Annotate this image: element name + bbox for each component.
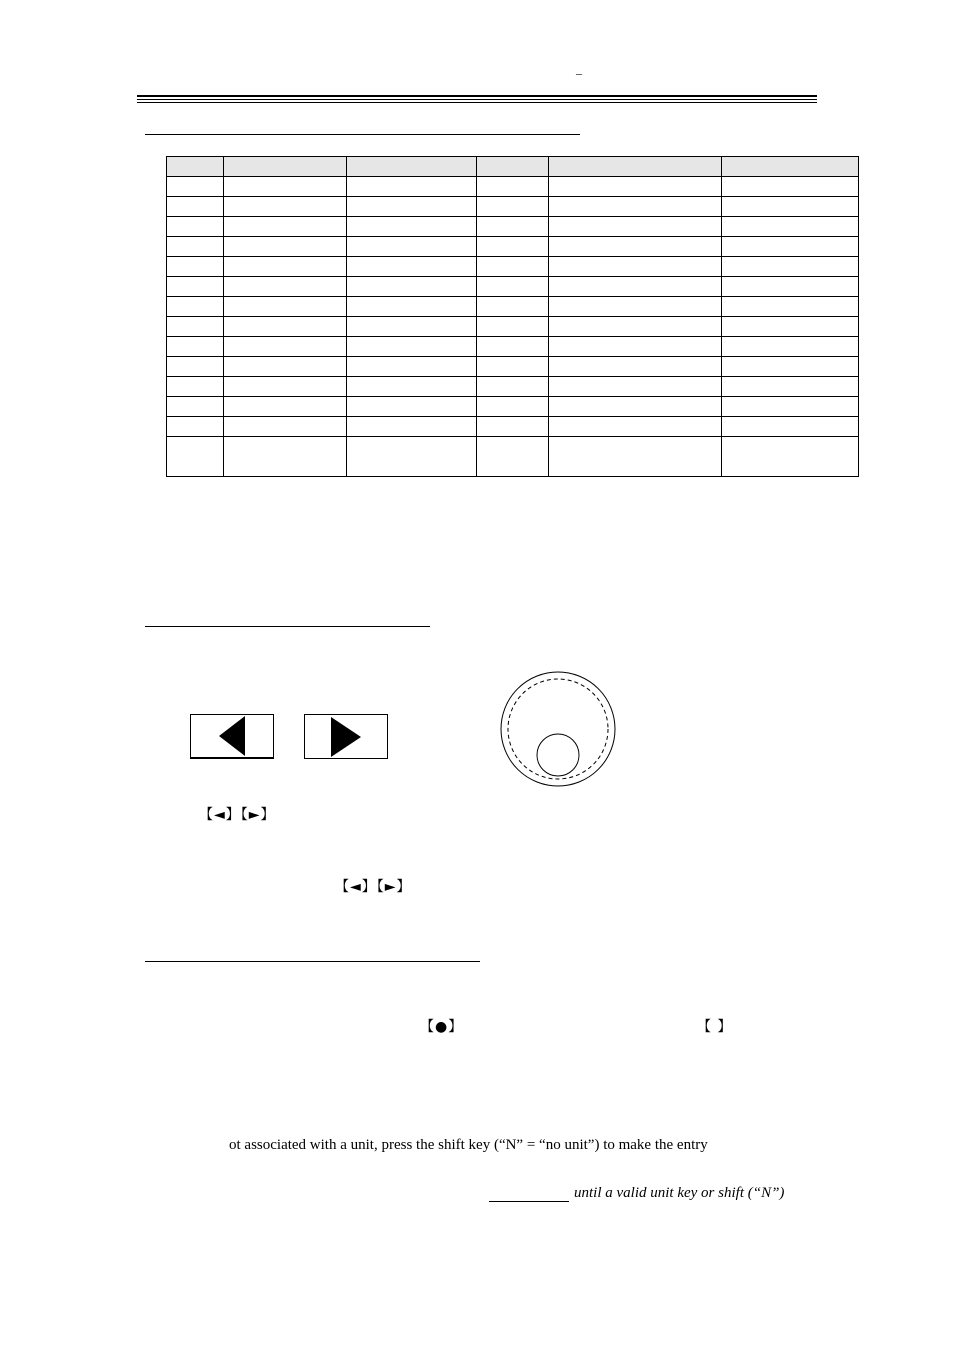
table-row [167,217,859,237]
table-cell [477,177,549,197]
table-row [167,337,859,357]
table-cell [549,317,722,337]
dot-key-label: 【●】 [420,1019,464,1035]
table-cell [167,177,224,197]
table-cell [347,257,477,277]
table-cell [347,437,477,477]
table-cell [347,317,477,337]
table-row [167,357,859,377]
table-cell [549,377,722,397]
table-row [167,397,859,417]
table-row [167,297,859,317]
table-cell [224,217,347,237]
arrow-keys-label-2: 【◄】【►】 [335,879,412,895]
table-cell [224,397,347,417]
table-header-cell [722,157,859,177]
table-cell [722,417,859,437]
table-cell [224,277,347,297]
table-cell [224,197,347,217]
table-cell [722,257,859,277]
right-triangle-icon [331,717,361,757]
table-cell [347,337,477,357]
table-cell [224,417,347,437]
section-heading-underline-1 [145,134,580,135]
table-header-row [167,157,859,177]
table-row [167,317,859,337]
table-cell [477,337,549,357]
table-cell [347,357,477,377]
table-cell [167,237,224,257]
table-cell [167,317,224,337]
table-cell [224,177,347,197]
table-cell [722,397,859,417]
section-heading-underline-3 [145,961,480,962]
table-row [167,437,859,477]
shift-key-instruction: ot associated with a unit, press the shift key (“N” = “no unit”) to make the entry [229,1137,708,1153]
table-cell [224,257,347,277]
arrow-keys-label-1: 【◄】【►】 [199,807,276,823]
table-cell [224,357,347,377]
unit-key-italic-note: until a valid unit key or shift (“N”) [574,1185,785,1201]
table-cell [477,437,549,477]
table-cell [722,177,859,197]
header-rule-top [137,95,817,97]
table-cell [549,177,722,197]
table-cell [477,377,549,397]
table-cell [224,297,347,317]
section-heading-underline-2 [145,626,430,627]
table-cell [477,357,549,377]
table-cell [224,337,347,357]
table-header-cell [477,157,549,177]
table-cell [347,177,477,197]
table-cell [722,217,859,237]
header-rule-middle [137,99,817,101]
empty-key-label: 【 】 [697,1019,733,1035]
rotary-knob-icon[interactable] [499,671,619,791]
table-cell [167,377,224,397]
table-cell [549,417,722,437]
right-arrow-key[interactable] [304,714,388,759]
table-cell [549,277,722,297]
table-cell [167,417,224,437]
table-cell [477,277,549,297]
table-cell [347,237,477,257]
table-cell [549,437,722,477]
table-row [167,197,859,217]
table-cell [477,297,549,317]
table-header-cell [347,157,477,177]
left-arrow-key[interactable] [190,714,274,759]
table-cell [167,277,224,297]
table-row [167,177,859,197]
table-cell [224,317,347,337]
table-cell [722,197,859,217]
table-cell [477,237,549,257]
table-cell [722,317,859,337]
table-cell [549,257,722,277]
table-cell [224,437,347,477]
table-cell [722,437,859,477]
table-cell [549,217,722,237]
table-cell [347,277,477,297]
table-cell [167,217,224,237]
table-cell [722,357,859,377]
table-row [167,277,859,297]
table-cell [722,297,859,317]
table-cell [549,297,722,317]
table-cell [722,277,859,297]
table-cell [477,417,549,437]
table-cell [167,257,224,277]
table-cell [477,317,549,337]
table-cell [477,257,549,277]
table-cell [347,297,477,317]
table-header-cell [167,157,224,177]
table-cell [722,377,859,397]
table-cell [549,197,722,217]
table-cell [549,237,722,257]
table-cell [722,237,859,257]
table-cell [549,397,722,417]
table-row [167,257,859,277]
header-rule-bottom [137,102,817,103]
blank-underline [489,1201,569,1202]
table-cell [167,397,224,417]
table-row [167,237,859,257]
table-cell [477,197,549,217]
table-cell [477,217,549,237]
table-cell [167,337,224,357]
table-cell [347,377,477,397]
table-cell [167,437,224,477]
table-cell [549,357,722,377]
table-cell [477,397,549,417]
left-triangle-icon [219,716,245,756]
table-cell [224,237,347,257]
table-cell [167,357,224,377]
table-row [167,417,859,437]
table-cell [347,417,477,437]
header-mark: – [576,66,582,80]
table-cell [549,337,722,357]
table-cell [347,397,477,417]
table-row [167,377,859,397]
table-cell [167,197,224,217]
table-cell [167,297,224,317]
table-cell [722,337,859,357]
table-cell [347,217,477,237]
table-header-cell [224,157,347,177]
table-cell [224,377,347,397]
spec-table [166,156,859,477]
table-cell [347,197,477,217]
table-header-cell [549,157,722,177]
